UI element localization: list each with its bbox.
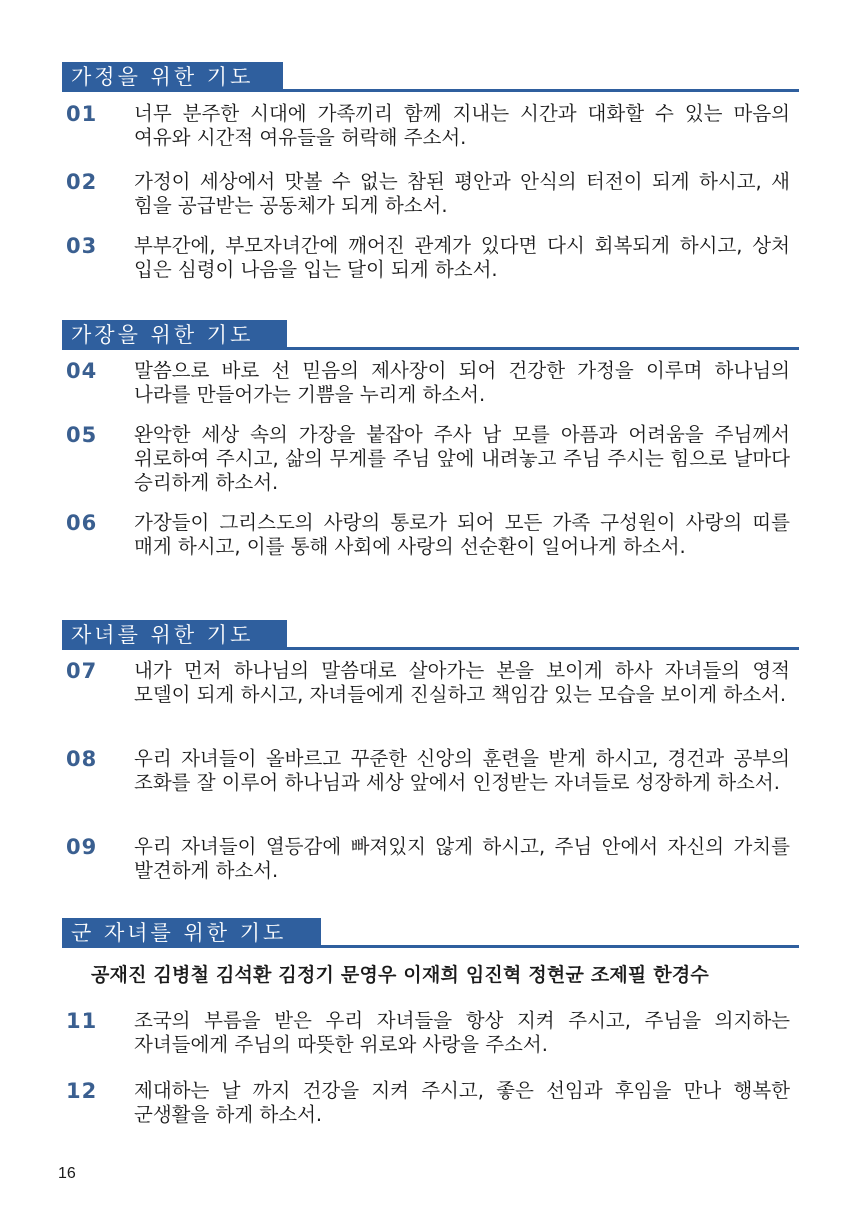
prayer-number: 03: [66, 234, 98, 258]
prayer-text: 조국의 부름을 받은 우리 자녀들을 항상 지켜 주시고, 주님을 의지하는 자녀들에게 주님의 따뜻한 위로와 사랑을 주소서.: [134, 1009, 790, 1056]
section-heading: [62, 320, 799, 350]
prayer-text: 부부간에, 부모자녀간에 깨어진 관계가 있다면 다시 회복되게 하시고, 상처 입은 심령이 나음을 입는 달이 되게 하소서.: [134, 234, 790, 281]
section-title: 군 자녀를 위한 기도: [62, 918, 321, 948]
page-number: 16: [58, 1165, 76, 1182]
section-title: 가정을 위한 기도: [62, 62, 283, 92]
section-head-of-household-prayer: [62, 320, 799, 558]
prayer-number: 06: [66, 511, 98, 535]
section-title: 자녀를 위한 기도: [62, 620, 287, 650]
prayer-number: 12: [66, 1079, 98, 1103]
military-children-names: 공재진 김병철 김석환 김정기 문영우 이재희 임진혁 정현균 조제필 한경수: [91, 964, 709, 986]
section-title: 가장을 위한 기도: [62, 320, 287, 350]
prayer-text: 너무 분주한 시대에 가족끼리 함께 지내는 시간과 대화할 수 있는 마음의 여유와 시간적 여유들을 허락해 주소서.: [134, 102, 790, 149]
prayer-number: 09: [66, 835, 98, 859]
prayer-text: 우리 자녀들이 열등감에 빠져있지 않게 하시고, 주님 안에서 자신의 가치를 발견하게 하소서.: [134, 835, 790, 882]
prayer-number: 07: [66, 659, 98, 683]
prayer-number: 08: [66, 747, 98, 771]
section-family-prayer: [62, 62, 799, 281]
section-heading: [62, 62, 799, 92]
prayer-text: 가장들이 그리스도의 사랑의 통로가 되어 모든 가족 구성원이 사랑의 띠를 매게 하시고, 이를 통해 사회에 사랑의 선순환이 일어나게 하소서.: [134, 511, 790, 558]
prayer-number: 11: [66, 1009, 98, 1033]
section-heading: [62, 918, 799, 948]
prayer-text: 말씀으로 바로 선 믿음의 제사장이 되어 건강한 가정을 이루며 하나님의 나라를 만들어가는 기쁨을 누리게 하소서.: [134, 359, 790, 406]
prayer-text: 가정이 세상에서 맛볼 수 없는 참된 평안과 안식의 터전이 되게 하시고, 새 힘을 공급받는 공동체가 되게 하소서.: [134, 170, 790, 217]
section-children-prayer: [62, 620, 799, 882]
prayer-text: 우리 자녀들이 올바르고 꾸준한 신앙의 훈련을 받게 하시고, 경건과 공부의 조화를 잘 이루어 하나님과 세상 앞에서 인정받는 자녀들로 성장하게 하소서.: [134, 747, 790, 794]
prayer-number: 04: [66, 359, 98, 383]
prayer-number: 02: [66, 170, 98, 194]
prayer-text: 제대하는 날 까지 건강을 지켜 주시고, 좋은 선임과 후임을 만나 행복한 군생활을 하게 하소서.: [134, 1079, 790, 1126]
prayer-text: 내가 먼저 하나님의 말씀대로 살아가는 본을 보이게 하사 자녀들의 영적 모델이 되게 하시고, 자녀들에게 진실하고 책임감 있는 모습을 보이게 하소서.: [134, 659, 790, 706]
section-heading: [62, 620, 799, 650]
prayer-number: 05: [66, 423, 98, 447]
prayer-number: 01: [66, 102, 98, 126]
prayer-text: 완악한 세상 속의 가장을 붙잡아 주사 남 모를 아픔과 어려움을 주님께서 위로하여 주시고, 삶의 무게를 주님 앞에 내려놓고 주님 주시는 힘으로 날마다 승리하게 하소서.: [134, 423, 790, 494]
